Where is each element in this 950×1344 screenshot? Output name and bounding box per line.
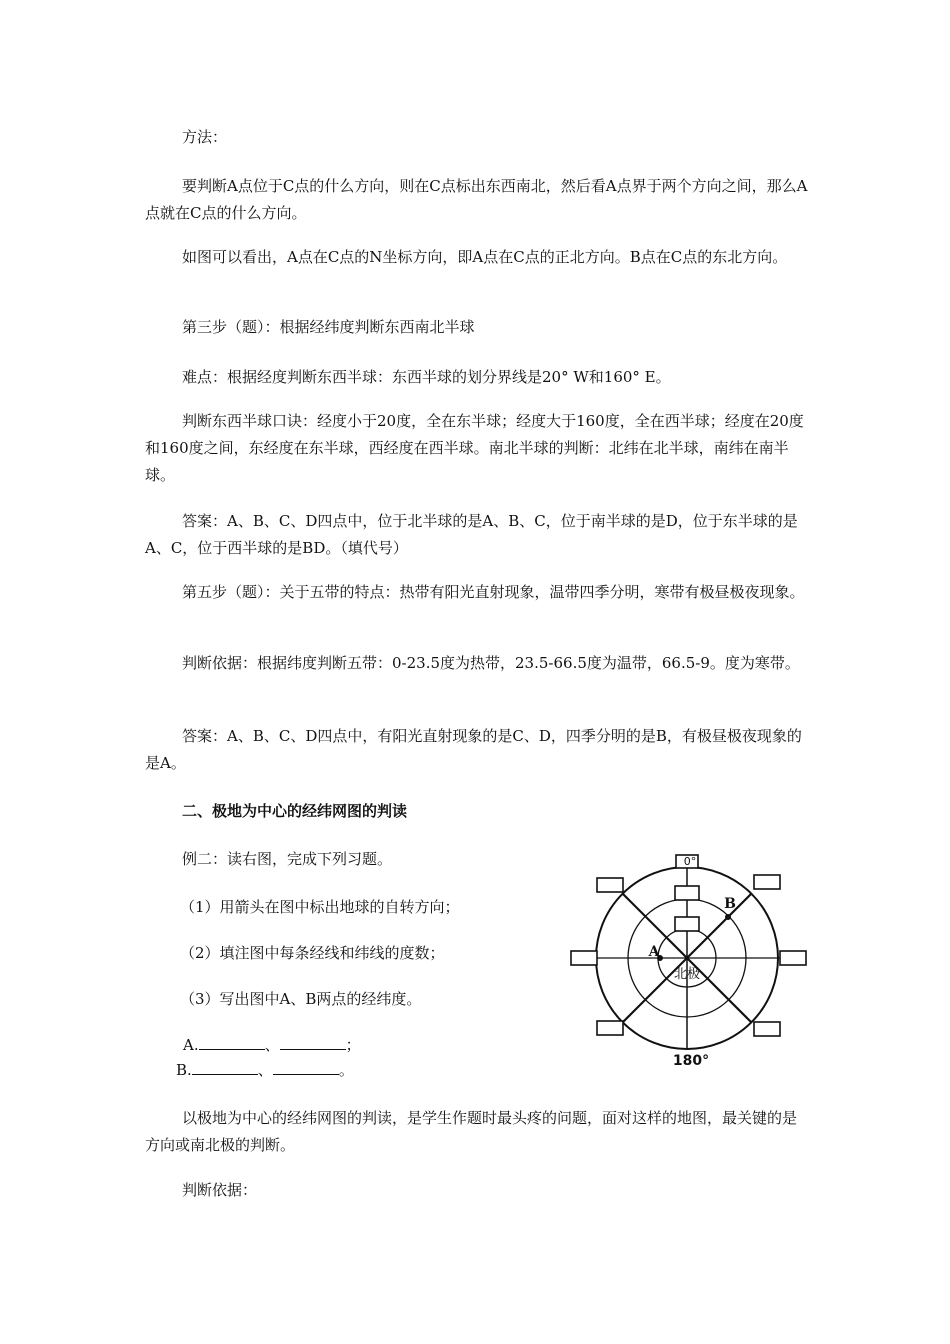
point-a-label: A: [648, 944, 660, 960]
paragraph-answer-hemisphere: 答案：A、B、C、D四点中，位于北半球的是A、B、C，位于南半球的是D，位于东半球的是A、C，位于西半球的是BD。（填代号）: [145, 512, 798, 557]
label-box-right[interactable]: [780, 951, 806, 965]
answer-line-a: [183, 1032, 483, 1059]
section-heading-2: 二、极地为中心的经纬网图的判读: [182, 802, 408, 820]
paragraph-figure-explanation: 如图可以看出，A点在C点的N坐标方向，即A点在C点的正北方向。B点在C点的东北方向。: [182, 248, 788, 266]
answer-b-separator: 、: [257, 1061, 273, 1079]
polar-graticule-diagram: [565, 846, 813, 1068]
label-box-upper-left[interactable]: [597, 878, 623, 892]
paragraph-direction-method: 要判断A点位于C点的什么方向，则在C点标出东西南北，然后看A点界于两个方向之间，那么A点就在C点的什么方向。: [145, 177, 808, 222]
paragraph-step-five: 第五步（题）：关于五带的特点：热带有阳光直射现象，温带四季分明，寒带有极昼极夜现象。: [182, 583, 805, 601]
answer-a-end: ；: [345, 1036, 361, 1054]
label-box-lat-outer[interactable]: [675, 886, 699, 900]
label-180-degrees: 180°: [672, 1053, 710, 1068]
label-box-left[interactable]: [571, 951, 597, 965]
answer-a-prefix: A.: [183, 1036, 199, 1054]
label-north-pole: 北极: [673, 967, 701, 982]
label-box-lower-left[interactable]: [597, 1021, 623, 1035]
paragraph-polar-reading: 以极地为中心的经纬网图的判读，是学生作题时最头疼的问题，面对这样的地图，最关键的是方向或南北极的判断。: [145, 1109, 798, 1154]
question-3: （3）写出图中A、B两点的经纬度。: [180, 990, 422, 1008]
answer-b-blank-1[interactable]: [192, 1060, 258, 1075]
paragraph-basis: 判断依据：: [182, 1181, 258, 1199]
point-b-marker: [725, 914, 731, 920]
answer-b-end: 。: [338, 1061, 354, 1079]
label-box-lower-right[interactable]: [754, 1022, 780, 1036]
paragraph-hemisphere-rhyme: 判断东西半球口诀：经度小于20度，全在东半球；经度大于160度，全在西半球；经度在20度和160度之间，东经度在东半球，西经度在西半球。南北半球的判断：北纬在北半球，南纬在南半球。: [145, 412, 804, 484]
example-two-prompt: 例二：读右图，完成下列习题。: [182, 850, 393, 868]
paragraph-method: 方法：: [182, 128, 228, 146]
answer-line-b: [176, 1057, 476, 1084]
paragraph-step-three: 第三步（题）：根据经纬度判断东西南北半球: [182, 318, 475, 336]
paragraph-answer-zones: 答案：A、B、C、D四点中，有阳光直射现象的是C、D，四季分明的是B，有极昼极夜现象的是A。: [145, 727, 802, 772]
point-b-label: B: [724, 896, 736, 912]
label-box-upper-right[interactable]: [754, 875, 780, 889]
question-1: （1）用箭头在图中标出地球的自转方向；: [180, 898, 460, 916]
question-2: （2）填注图中每条经线和纬线的度数；: [180, 944, 445, 962]
answer-b-blank-2[interactable]: [273, 1060, 339, 1075]
answer-a-separator: 、: [264, 1036, 280, 1054]
label-zero-degrees: 0°: [683, 855, 697, 868]
paragraph-zone-basis: 判断依据：根据纬度判断五带：0-23.5度为热带，23.5-66.5度为温带，66.5-9。度为寒带。: [182, 654, 800, 672]
answer-a-blank-1[interactable]: [199, 1035, 265, 1050]
answer-a-blank-2[interactable]: [280, 1035, 346, 1050]
answer-b-prefix: B.: [176, 1061, 192, 1079]
label-box-lat-inner[interactable]: [675, 917, 699, 931]
paragraph-difficulty: 难点：根据经度判断东西半球：东西半球的划分界线是20° W和160° E。: [182, 368, 671, 386]
